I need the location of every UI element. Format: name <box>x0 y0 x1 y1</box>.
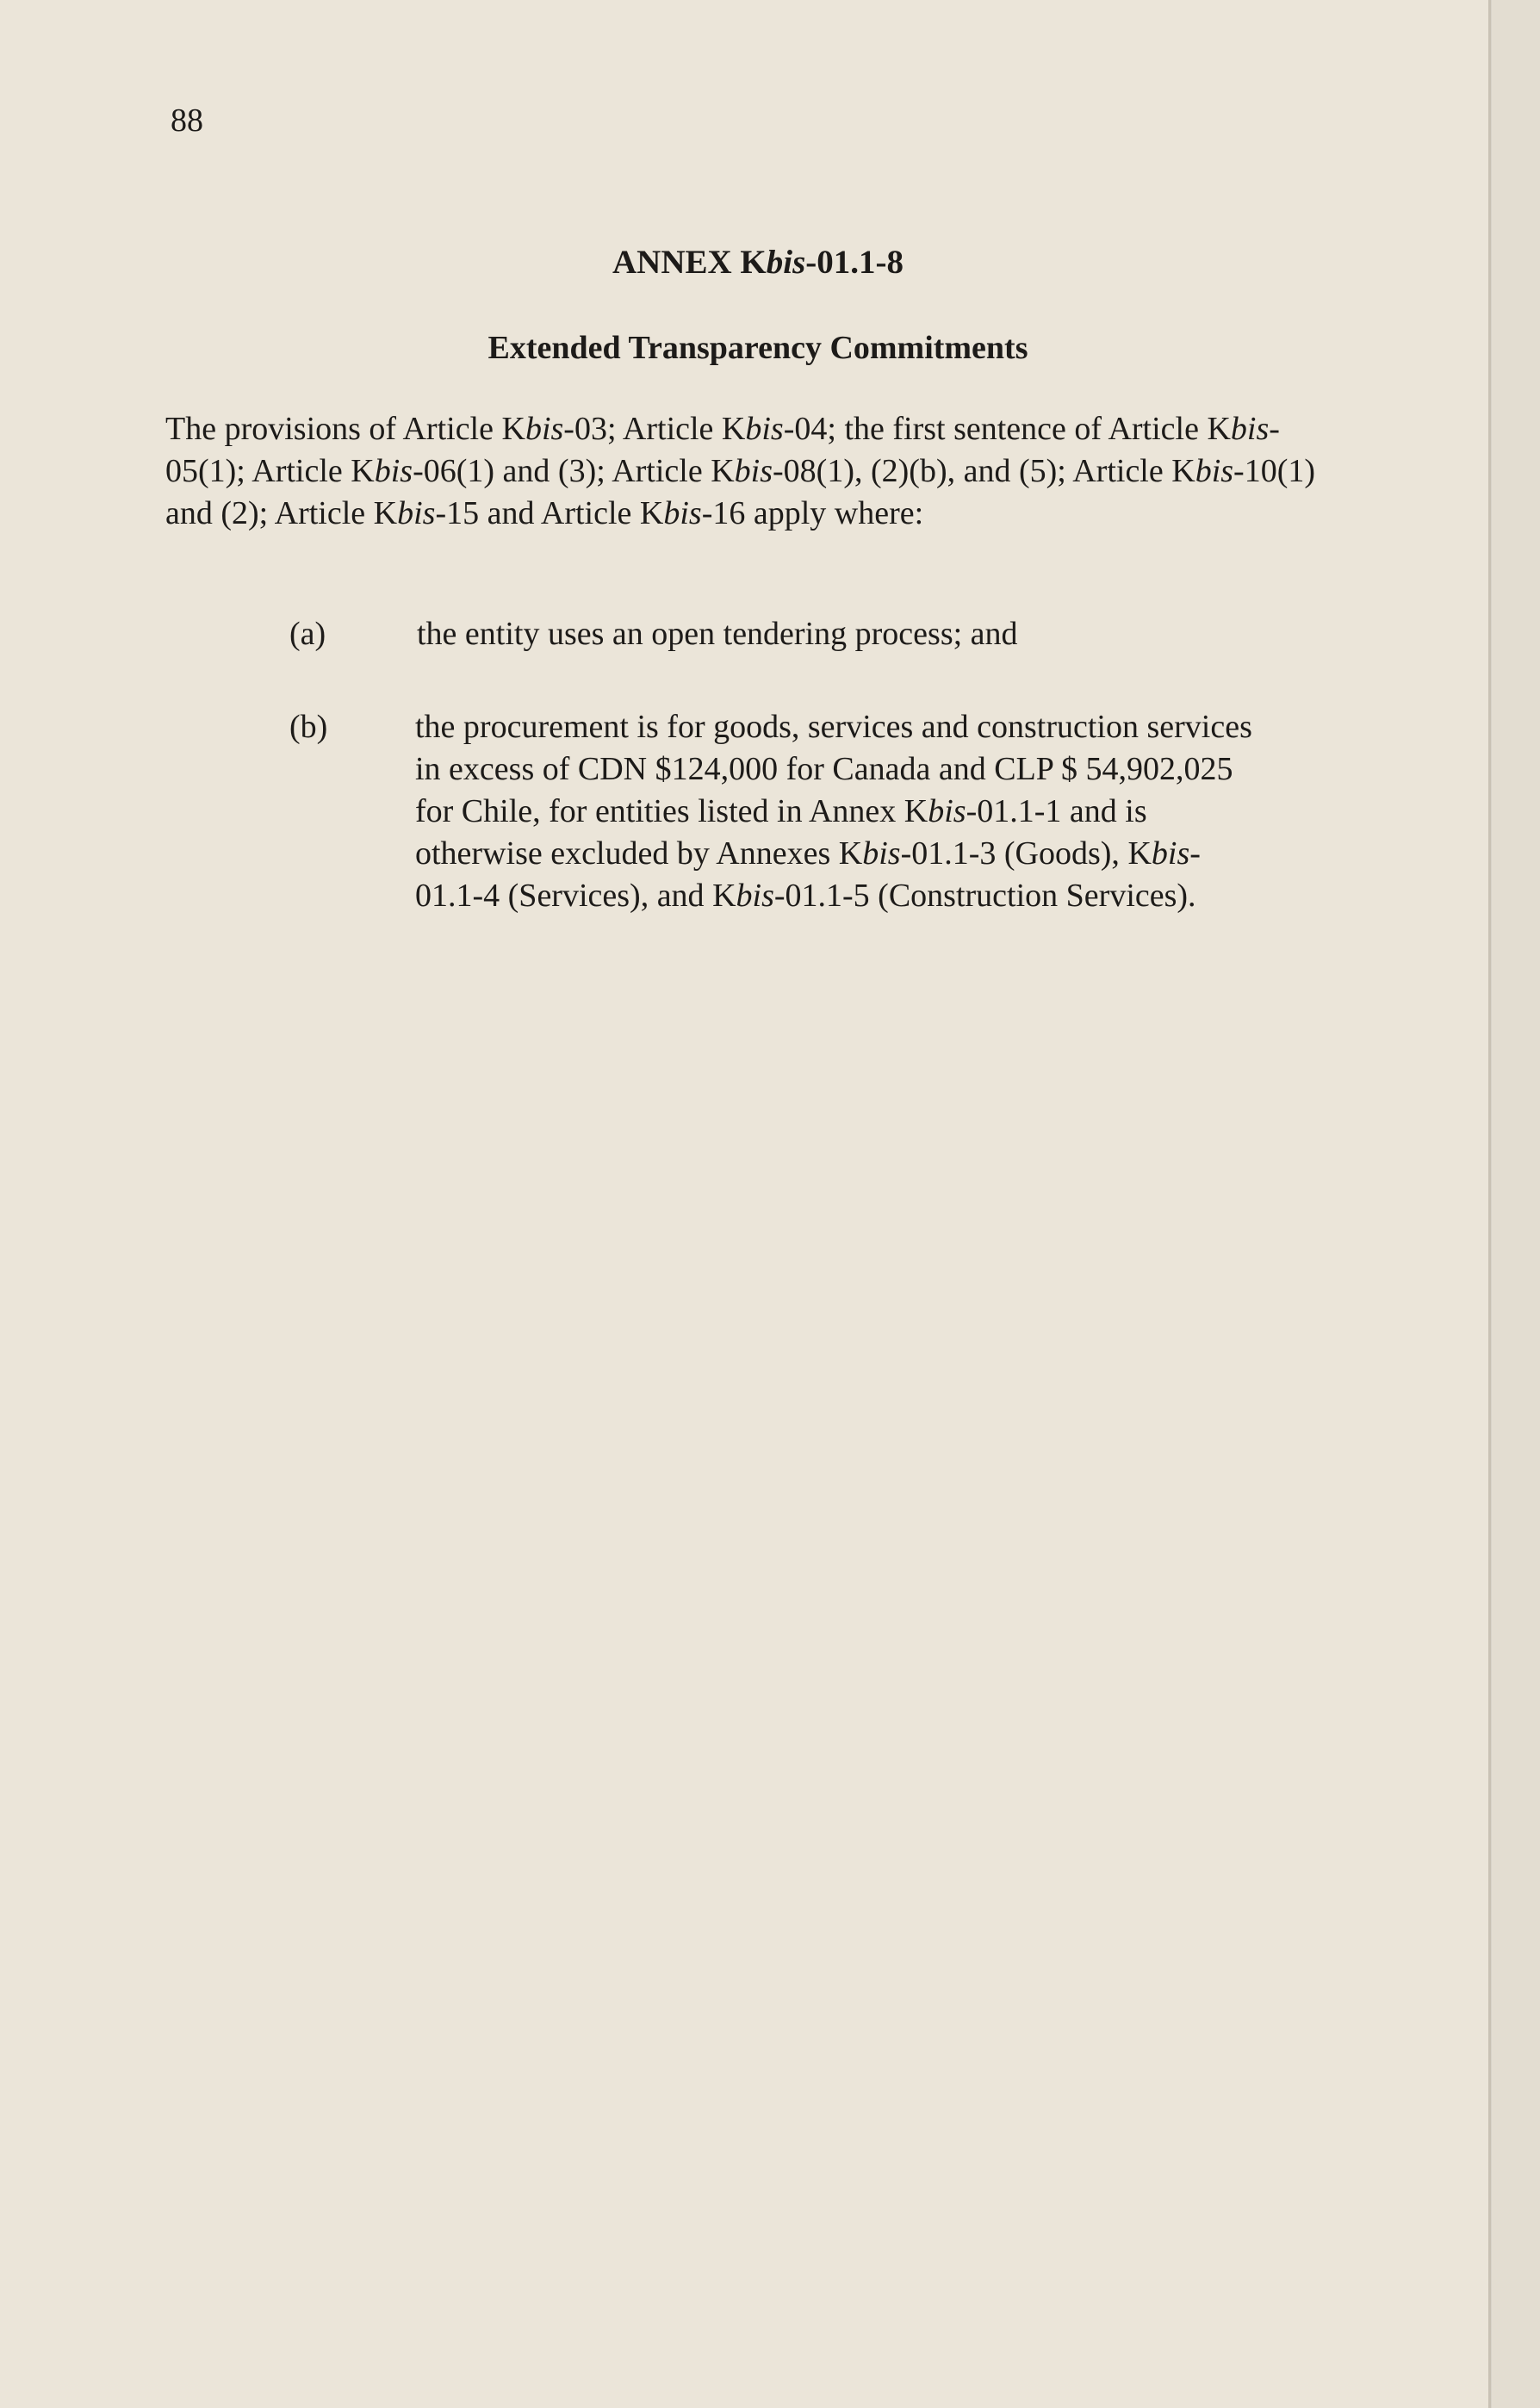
condition-list <box>0 613 1488 914</box>
item-label: (b) <box>289 709 328 745</box>
page-number: 88 <box>171 102 203 139</box>
next-page-edge <box>1492 0 1540 2408</box>
item-text: the entity uses an open tendering process; and <box>417 616 1018 652</box>
item-text: the procurement is for goods, services and construction services in excess of CDN $124,000 for Canada and CLP $ 54,902,025 for Chile, for entities listed in Annex Kbis-01.1-1 and is otherwise excluded by Annexes Kbis-01.1-3 (Goods), Kbis-01.1-4 (Services), and Kbis-01.1-5 (Construction Services). <box>415 709 1252 914</box>
list-item <box>0 613 1488 706</box>
annex-title: ANNEX Kbis-01.1-8 <box>612 244 904 281</box>
intro-paragraph: The provisions of Article Kbis-03; Article Kbis-04; the first sentence of Article Kbis-05(1); Article Kbis-06(1) and (3); Article Kbis-08(1), (2)(b), and (5); Article Kbis-10(1) and (2); Article Kbis-15 and Article Kbis-16 apply where: <box>165 411 1316 531</box>
annex-subtitle: Extended Transparency Commitments <box>487 330 1028 366</box>
item-label: (a) <box>289 616 326 652</box>
